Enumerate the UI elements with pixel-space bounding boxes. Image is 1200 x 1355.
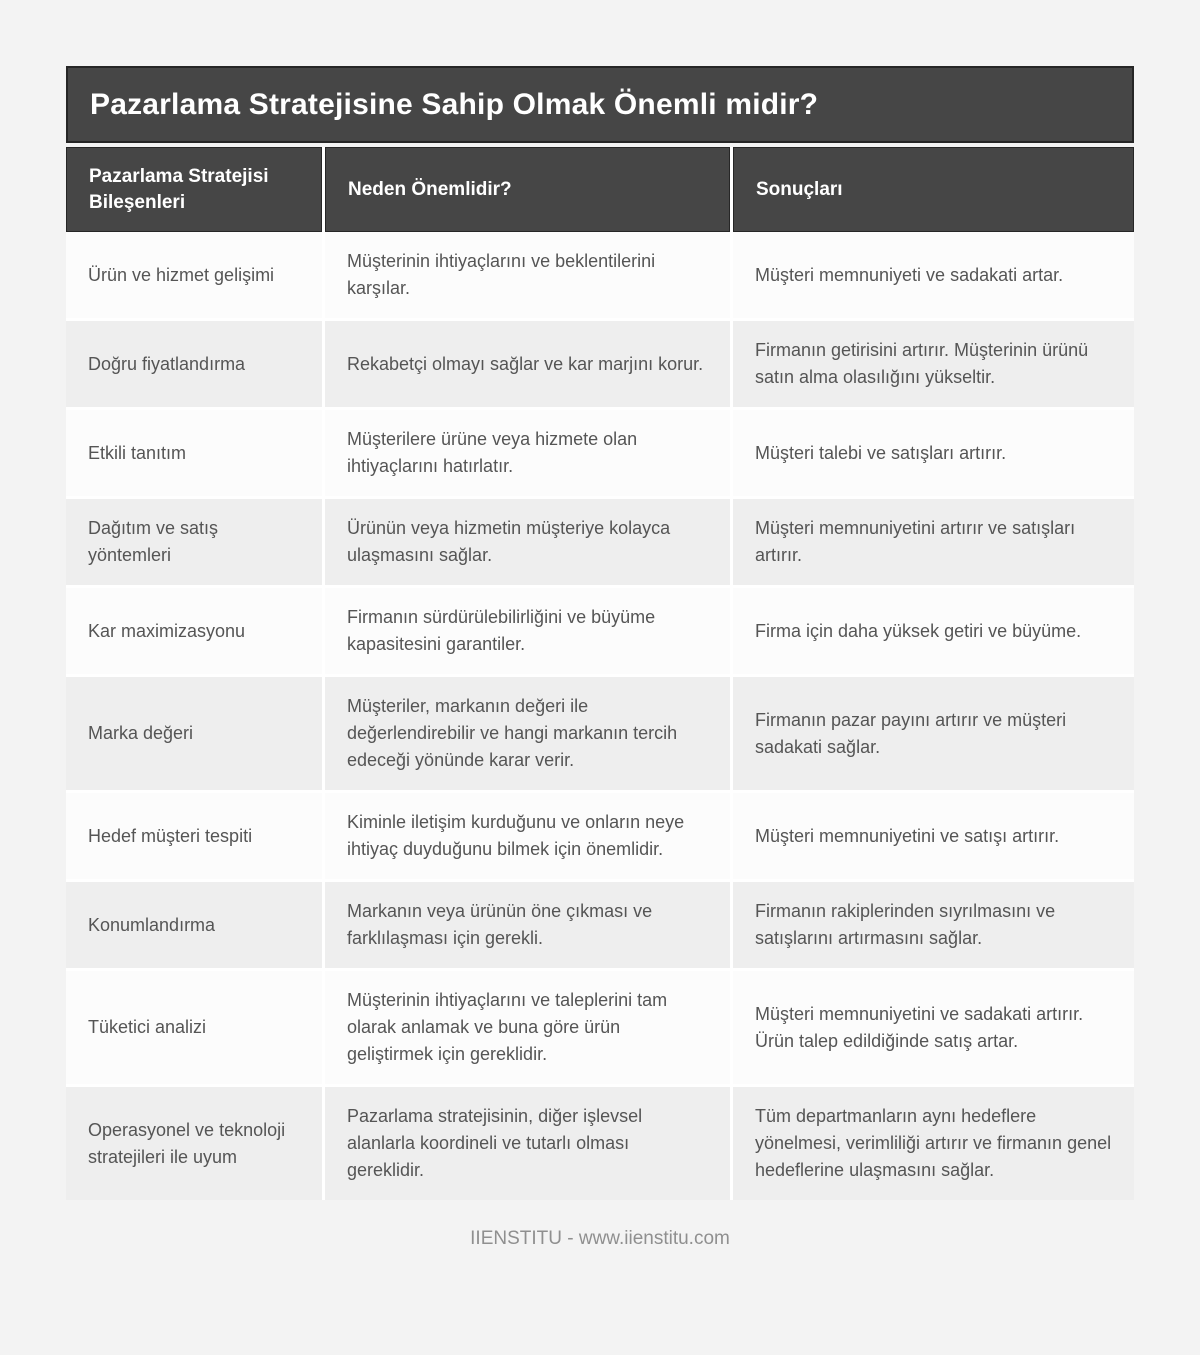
cell-why: Müşteriler, markanın değeri ile değerlendirebilir ve hangi markanın tercih edeceği yönünde karar verir. xyxy=(325,677,730,790)
cell-component: Ürün ve hizmet gelişimi xyxy=(66,232,322,318)
cell-why: Kiminle iletişim kurduğunu ve onların neye ihtiyaç duyduğunu bilmek için önemlidir. xyxy=(325,793,730,879)
table-row xyxy=(66,232,1134,318)
cell-component: Marka değeri xyxy=(66,677,322,790)
strategy-table xyxy=(66,147,1134,1200)
cell-why: Rekabetçi olmayı sağlar ve kar marjını korur. xyxy=(325,321,730,407)
cell-result: Firmanın pazar payını artırır ve müşteri sadakati sağlar. xyxy=(733,677,1134,790)
cell-why: Markanın veya ürünün öne çıkması ve farklılaşması için gerekli. xyxy=(325,882,730,968)
table-row xyxy=(66,410,1134,496)
cell-why: Müşterilere ürüne veya hizmete olan ihtiyaçlarını hatırlatır. xyxy=(325,410,730,496)
cell-result: Firma için daha yüksek getiri ve büyüme. xyxy=(733,588,1134,674)
table-header-row xyxy=(66,147,1134,232)
cell-why: Pazarlama stratejisinin, diğer işlevsel alanlarla koordineli ve tutarlı olması gereklidir. xyxy=(325,1087,730,1200)
column-header-components: Pazarlama Stratejisi Bileşenleri xyxy=(66,147,322,232)
column-header-why-important: Neden Önemlidir? xyxy=(325,147,730,232)
cell-component: Etkili tanıtım xyxy=(66,410,322,496)
footer-credit: IIENSTITU - www.iienstitu.com xyxy=(470,1228,730,1249)
cell-result: Müşteri talebi ve satışları artırır. xyxy=(733,410,1134,496)
table-row xyxy=(66,793,1134,879)
table-row xyxy=(66,321,1134,407)
cell-component: Hedef müşteri tespiti xyxy=(66,793,322,879)
cell-component: Kar maximizasyonu xyxy=(66,588,322,674)
column-header-results: Sonuçları xyxy=(733,147,1134,232)
cell-component: Konumlandırma xyxy=(66,882,322,968)
cell-component: Doğru fiyatlandırma xyxy=(66,321,322,407)
cell-why: Ürünün veya hizmetin müşteriye kolayca ulaşmasını sağlar. xyxy=(325,499,730,585)
cell-result: Müşteri memnuniyeti ve sadakati artar. xyxy=(733,232,1134,318)
cell-result: Müşteri memnuniyetini artırır ve satışları artırır. xyxy=(733,499,1134,585)
table-body xyxy=(66,232,1134,1200)
table-row xyxy=(66,499,1134,585)
cell-component: Tüketici analizi xyxy=(66,971,322,1084)
page xyxy=(66,0,1134,1250)
cell-component: Operasyonel ve teknoloji stratejileri ile uyum xyxy=(66,1087,322,1200)
page-title: Pazarlama Stratejisine Sahip Olmak Önemli midir? xyxy=(66,66,1134,143)
table-row xyxy=(66,971,1134,1084)
cell-component: Dağıtım ve satış yöntemleri xyxy=(66,499,322,585)
cell-result: Müşteri memnuniyetini ve sadakati artırır. Ürün talep edildiğinde satış artar. xyxy=(733,971,1134,1084)
cell-result: Firmanın getirisini artırır. Müşterinin ürünü satın alma olasılığını yükseltir. xyxy=(733,321,1134,407)
cell-result: Müşteri memnuniyetini ve satışı artırır. xyxy=(733,793,1134,879)
cell-result: Tüm departmanların aynı hedeflere yönelmesi, verimliliği artırır ve firmanın genel hedeflerine ulaşmasını sağlar. xyxy=(733,1087,1134,1200)
cell-why: Müşterinin ihtiyaçlarını ve taleplerini tam olarak anlamak ve buna göre ürün geliştirmek için gereklidir. xyxy=(325,971,730,1084)
table-row xyxy=(66,1087,1134,1200)
table-row xyxy=(66,882,1134,968)
table-row xyxy=(66,677,1134,790)
cell-result: Firmanın rakiplerinden sıyrılmasını ve satışlarını artırmasını sağlar. xyxy=(733,882,1134,968)
cell-why: Müşterinin ihtiyaçlarını ve beklentilerini karşılar. xyxy=(325,232,730,318)
table-row xyxy=(66,588,1134,674)
cell-why: Firmanın sürdürülebilirliğini ve büyüme kapasitesini garantiler. xyxy=(325,588,730,674)
